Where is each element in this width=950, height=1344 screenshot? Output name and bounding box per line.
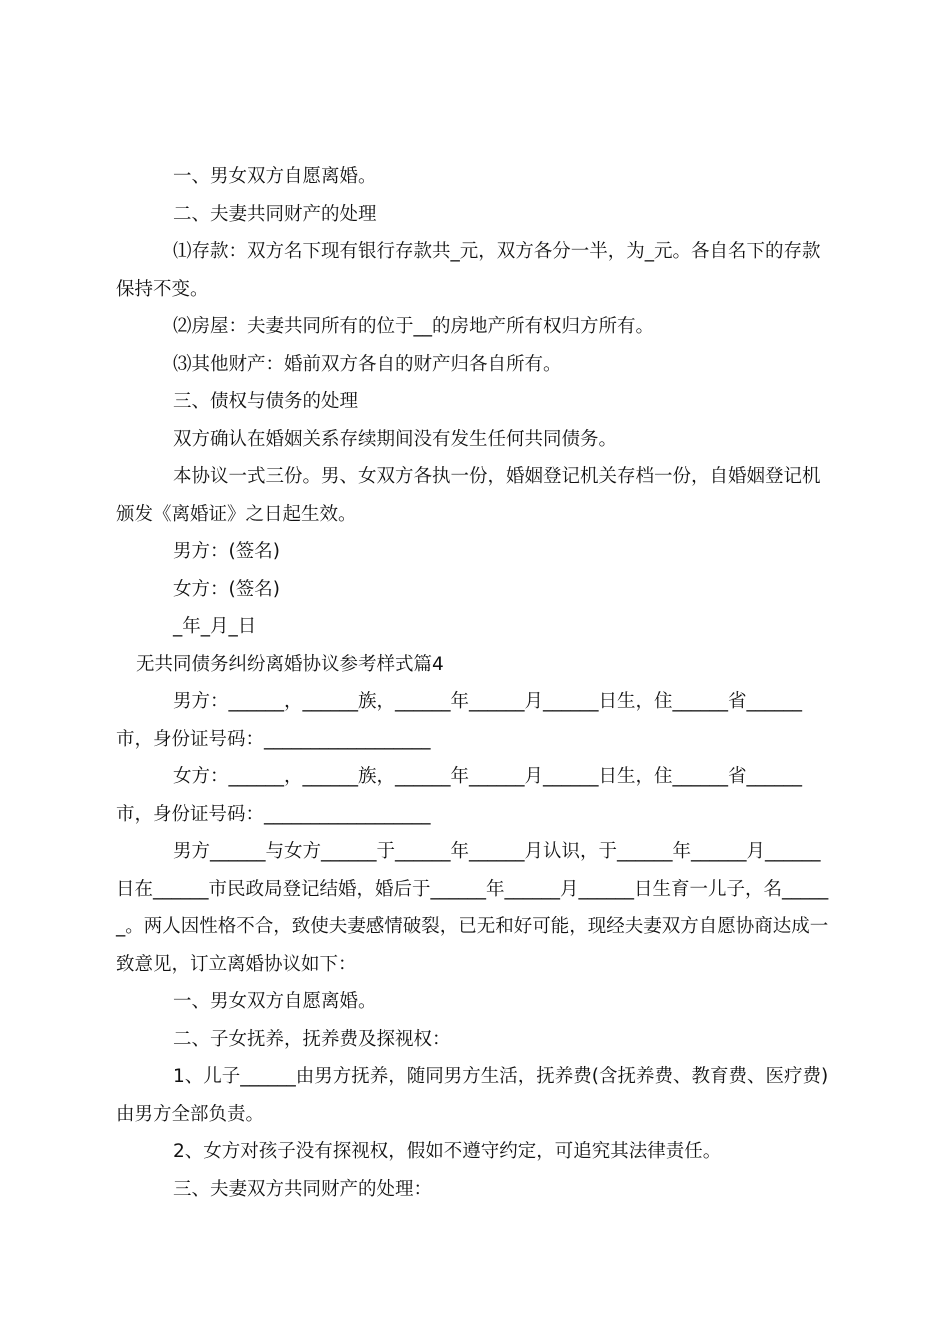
paragraph: 一、男女双方自愿离婚。 <box>173 166 377 187</box>
signature-line-female: 女方：(签名) <box>173 578 280 600</box>
paragraph: ⑶其他财产：婚前双方各自的财产归各自所有。 <box>173 353 562 375</box>
paragraph: 二、夫妻共同财产的处理 <box>173 203 377 225</box>
paragraph: 二、子女抚养，抚养费及探视权： <box>173 1028 451 1050</box>
paragraph: 女方：______，______族，______年______月______日生，住______省______市，身份证号码：__________________ <box>116 766 803 825</box>
paragraph: ⑴存款：双方名下现有银行存款共_元，双方各分一半，为_元。各自名下的存款保持不变。 <box>116 241 821 300</box>
paragraph: 2、女方对孩子没有探视权，假如不遵守约定，可追究其法律责任。 <box>173 1141 722 1162</box>
paragraph: ⑵房屋：夫妻共同所有的位于__的房地产所有权归方所有。 <box>173 316 655 337</box>
paragraph: 1、儿子______由男方抚养，随同男方生活，抚养费(含抚养费、教育费、医疗费)由男方全部负责。 <box>116 1066 829 1125</box>
paragraph: 三、夫妻双方共同财产的处理： <box>173 1178 433 1200</box>
paragraph: 一、男女双方自愿离婚。 <box>173 991 377 1012</box>
signature-line-male: 男方：(签名) <box>173 541 280 562</box>
section-title: 无共同债务纠纷离婚协议参考样式篇4 <box>136 653 444 675</box>
paragraph: 男方：______，______族，______年______月______日生，住______省______市，身份证号码：__________________ <box>116 691 803 750</box>
document-body <box>116 158 836 1208</box>
paragraph: 双方确认在婚姻关系存续期间没有发生任何共同债务。 <box>173 428 618 450</box>
paragraph: 本协议一式三份。男、女双方各执一份，婚姻登记机关存档一份，自婚姻登记机颁发《离婚证》之日起生效。 <box>116 466 821 525</box>
paragraph: 男方______与女方______于______年______月认识，于______年______月______日在______市民政局登记结婚，婚后于______年______月______日生育一儿子，名______。两人因性格不合，致使夫妻感情破裂，已无和好可能，现经夫妻双方自愿协商达成一致意见，订立离婚协议如下： <box>116 841 829 975</box>
date-line: _年_月_日 <box>173 616 257 637</box>
paragraph: 三、债权与债务的处理 <box>173 391 359 412</box>
